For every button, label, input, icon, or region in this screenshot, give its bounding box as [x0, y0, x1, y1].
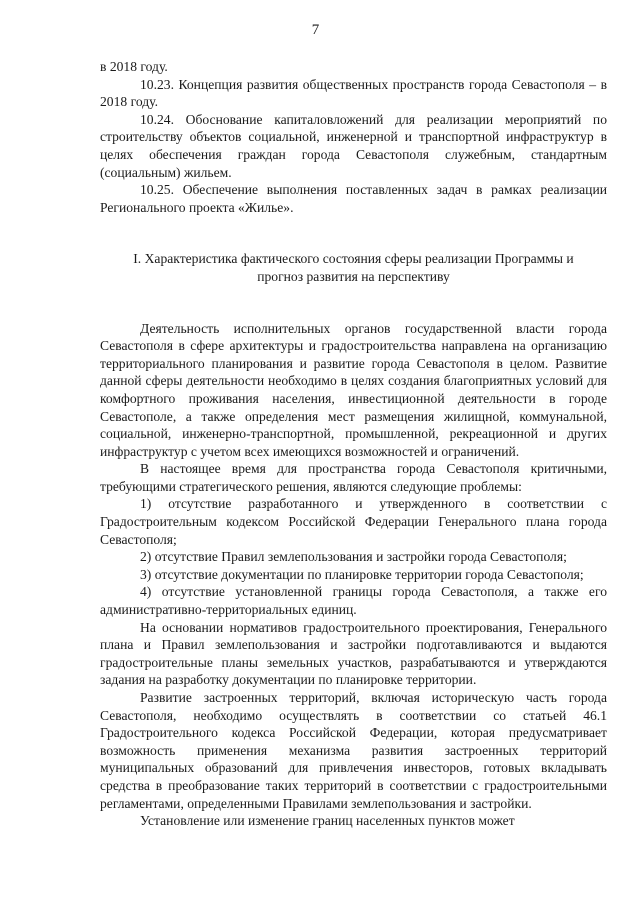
section-heading: I. Характеристика фактического состояния сферы реализации Программы и прогноз развития на перспективу: [133, 251, 574, 284]
paragraph: В настоящее время для пространства города Севастополя критичными, требующими стратегического решения, являются следующие проблемы:: [100, 461, 607, 494]
list-item-problem-2: 2) отсутствие Правил землепользования и застройки города Севастополя;: [140, 549, 567, 565]
paragraph-item-10-25: 10.25. Обеспечение выполнения поставленных задач в рамках реализации Регионального проекта «Жилье».: [100, 182, 607, 215]
paragraph-item-10-23: 10.23. Концепция развития общественных пространств города Севастополя – в 2018 году.: [100, 76, 607, 110]
paragraph: Установление или изменение границ населенных пунктов может: [140, 813, 515, 829]
list-item-problem-4: 4) отсутствие установленной границы города Севастополя, а также его административно-территориальных единиц.: [100, 584, 607, 618]
paragraph: Деятельность исполнительных органов государственной власти города Севастополя в сфере архитектуры и градостроительства направлена на организацию территориального планирования и развитие города Севастополя в целом. Развитие данной сферы деятельности необходимо в целях создания благоприятных условий для комфортного проживания населения, инвестиционной деятельности в городе Севастополе, а также определения мест размещения жилищной, коммунальной, социальной, инженерно-транспортной, промышленной, рекреационной и других инфраструктур с учетом всех имеющихся возможностей и ограничений.: [100, 320, 607, 459]
document-body: [100, 58, 607, 830]
paragraph-item-10-24: 10.24. Обоснование капиталовложений для реализации мероприятий по строительству объектов социальной, инженерной и транспортной инфраструктур в целях обеспечения граждан города Севастополя служебным, стандартным (социальным) жильем.: [100, 111, 607, 180]
paragraph: На основании нормативов градостроительного проектирования, Генерального плана и Правил землепользования и застройки подготавливаются и выдаются градостроительные планы земельных участков, разрабатываются и утверждаются задания на разработку документации по планировке территории.: [100, 619, 607, 688]
list-item-problem-3: 3) отсутствие документации по планировке территории города Севастополя;: [140, 566, 584, 582]
page-number: 7: [311, 22, 320, 38]
paragraph-continuation: в 2018 году.: [100, 59, 168, 74]
list-item-problem-1: 1) отсутствие разработанного и утвержденного в соответствии с Градостроительным кодексом Российской Федерации Генерального плана города Севастополя;: [100, 496, 607, 547]
paragraph: Развитие застроенных территорий, включая историческую часть города Севастополя, необходимо осуществлять в соответствии со статьей 46.1 Градостроительного кодекса Российской Федерации, которая предусматривает возможность применения механизма развития застроенных территорий муниципальных образований для привлечения инвесторов, готовых вкладывать средства в преобразование таких территорий в соответствии с градостроительными регламентами, определенными Правилами землепользования и застройки.: [100, 690, 607, 811]
